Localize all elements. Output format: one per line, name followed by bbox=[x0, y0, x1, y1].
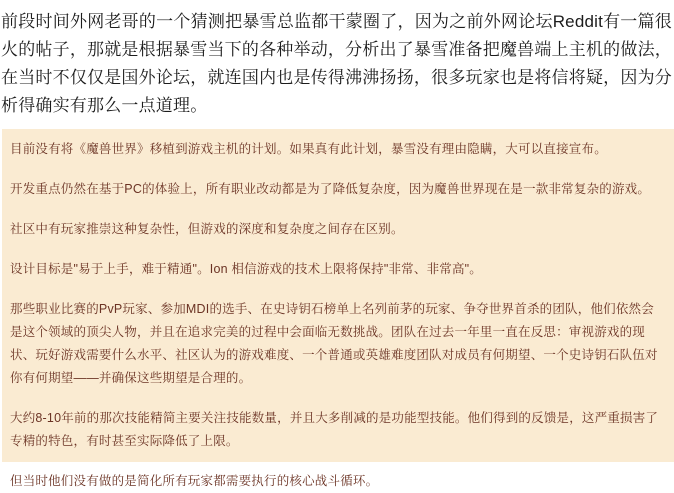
quote-box bbox=[2, 129, 674, 488]
quote-paragraph-no-console-plans: 目前没有将《魔兽世界》移植到游戏主机的计划。如果真有此计划，暴雪没有理由隐瞒，大可以直接宣布。 bbox=[10, 142, 607, 156]
quote-paragraph-design-goal: 设计目标是"易于上手，难于精通"。Ion 相信游戏的技术上限将保持"非常、非常高"。 bbox=[10, 262, 483, 276]
article-intro-paragraph: 前段时间外网老哥的一个猜测把暴雪总监都干蒙圈了，因为之前外网论坛Reddit有一篇很火的帖子，那就是根据暴雪当下的各种举动，分析出了暴雪准备把魔兽端上主机的做法，在当时不仅仅是国外论坛，就连国内也是传得沸沸扬扬，很多玩家也是将信将疑，因为分析得确实有那么一点道理。 bbox=[1, 12, 672, 115]
quote-paragraph-depth-vs-complexity: 社区中有玩家推崇这种复杂性，但游戏的深度和复杂度之间存在区别。 bbox=[10, 222, 404, 236]
quote-paragraph-pc-focus: 开发重点仍然在基于PC的体验上，所有职业改动都是为了降低复杂度，因为魔兽世界现在是一款非常复杂的游戏。 bbox=[10, 182, 651, 196]
quote-paragraph-ability-pruning: 大约8-10年前的那次技能精简主要关注技能数量，并且大多削减的是功能型技能。他们得到的反馈是，这严重损害了专精的特色，有时甚至实际降低了上限。 bbox=[10, 411, 659, 448]
quote-paragraph-top-players: 那些职业比赛的PvP玩家、参加MDI的选手、在史诗钥石榜单上名列前茅的玩家、争夺世界首杀的团队，他们依然会是这个领域的顶尖人物，并且在追求完美的过程中会面临无数挑战。团队在过去一年里一直在反思：审视游戏的现状、玩好游戏需要什么水平、社区认为的游戏难度、一个普通或英雄难度团队对成员有何期望、一个史诗钥石队伍对你有何期望——并确保这些期望是合理的。 bbox=[10, 302, 658, 385]
quote-paragraph-core-rotation: 但当时他们没有做的是简化所有玩家都需要执行的核心战斗循环。 bbox=[10, 474, 379, 488]
